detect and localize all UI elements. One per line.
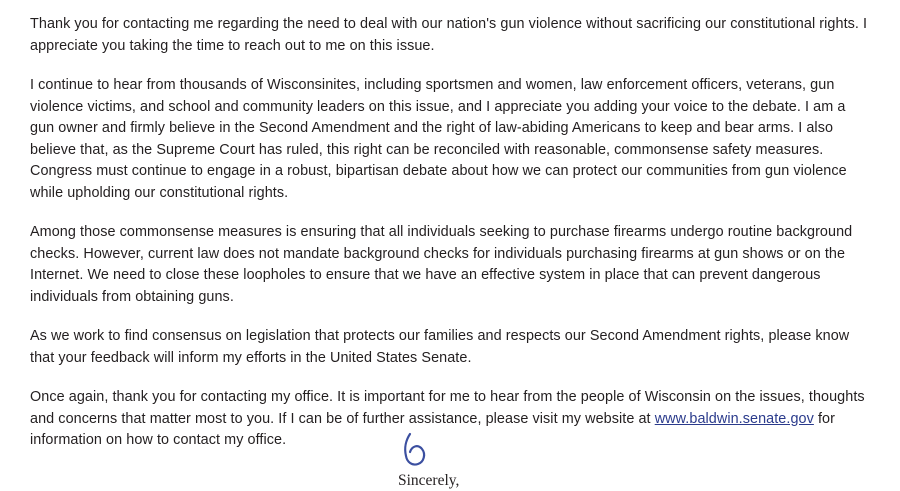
paragraph-3: Among those commonsense measures is ensuring that all individuals seeking to purchase firearms undergo routine background checks. However, current law does not mandate background checks for individuals purchasing firearms at gun shows or on the Internet. We need to close these loopholes to ensure that we have an effective system in place that can prevent dangerous individuals from obtaining guns. (30, 224, 853, 305)
paragraph-5-text-after-link: for information on how to contact my office. (30, 410, 835, 448)
paragraph-5-text-before-link: Once again, thank you for contacting my office. It is important for me to hear from the people of Wisconsin on the issues, thoughts and concerns that matter most to you. If I can be of further assistance, please visit my website at (30, 389, 865, 427)
paragraph-2: I continue to hear from thousands of Wisconsinites, including sportsmen and women, law enforcement officers, veterans, gun violence victims, and school and community leaders on this issue, and I appreciate you adding your voice to the debate. I am a gun owner and firmly believe in the Second Amendment and the right of law-abiding Americans to keep and bear arms. I also believe that, as the Supreme Court has ruled, this right can be reconciled with reasonable, commonsense safety measures. Congress must continue to engage in a robust, bipartisan debate about how we can protect our communities from gun violence while upholding our constitutional rights. (30, 77, 847, 201)
senate-website-link[interactable]: www.baldwin.senate.gov (654, 410, 814, 427)
closing-salutation: Sincerely, (398, 471, 460, 489)
signature-icon (396, 432, 516, 472)
paragraph-4: As we work to find consensus on legislation that protects our families and respects our Second Amendment rights, please know that your feedback will inform my efforts in the United States Senate. (30, 328, 850, 366)
paragraph-1: Thank you for contacting me regarding the need to deal with our nation's gun violence without sacrificing our constitutional rights. I appreciate you taking the time to reach out to me on this issue. (30, 16, 868, 54)
